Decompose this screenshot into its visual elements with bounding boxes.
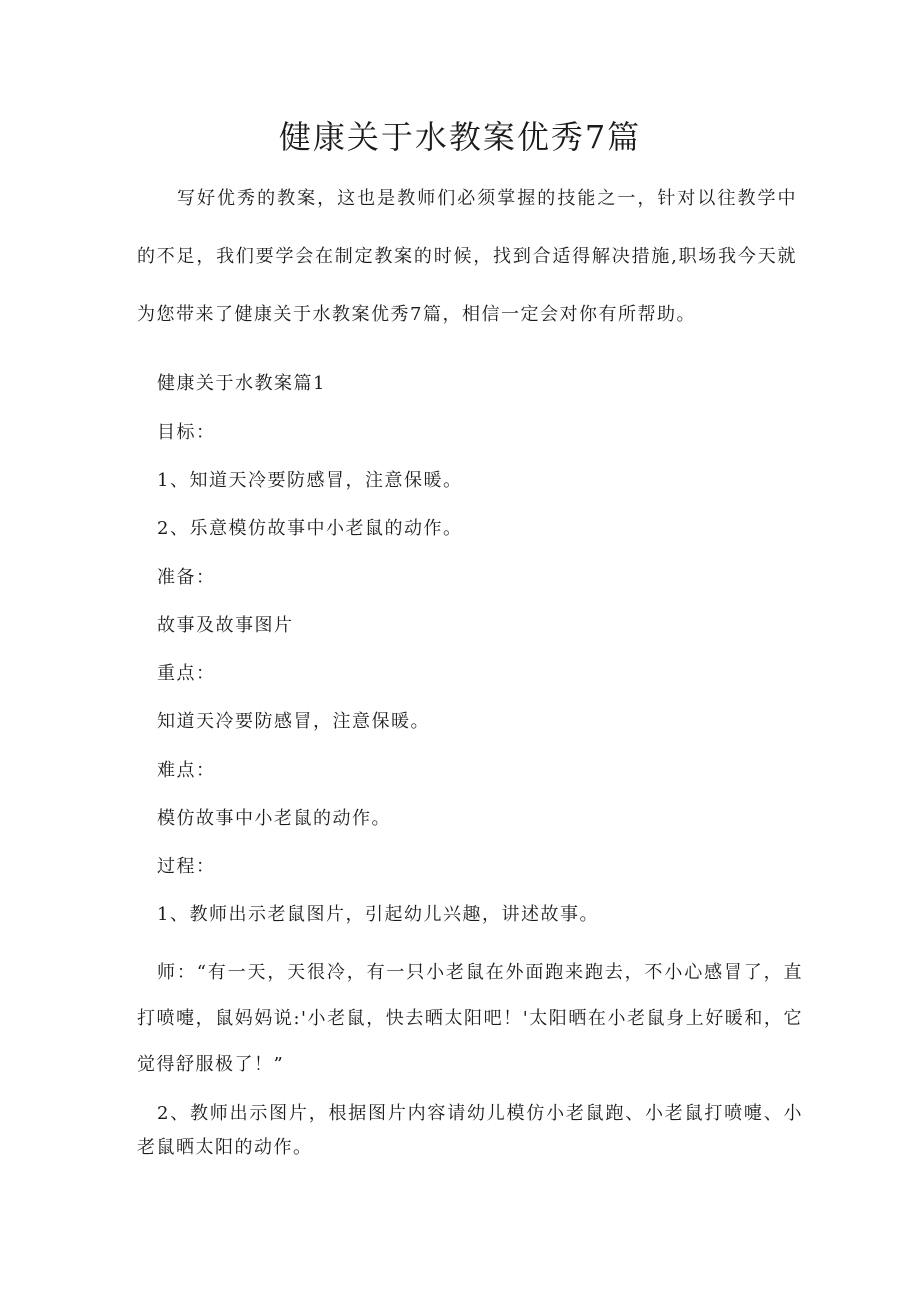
section-heading: 健康关于水教案篇1 xyxy=(157,373,326,394)
difficulty-label: 难点： xyxy=(157,760,216,781)
key-text: 知道天冷要防感冒，注意保暖。 xyxy=(157,711,430,732)
prep-label: 准备： xyxy=(157,567,216,588)
process-step-1: 1、教师出示老鼠图片，引起幼儿兴趣，讲述故事。 xyxy=(157,904,599,925)
goal-item-2: 2、乐意模仿故事中小老鼠的动作。 xyxy=(157,518,463,539)
process-label: 过程： xyxy=(157,856,216,877)
process-step-2: 2、教师出示图片，根据图片内容请幼儿模仿小老鼠跑、小老鼠打喷嚏、小老鼠晒太阳的动作。 xyxy=(137,1103,803,1158)
document-title: 健康关于水教案优秀7篇 xyxy=(278,118,642,156)
story-paragraph: 师：“有一天，天很冷，有一只小老鼠在外面跑来跑去，不小心感冒了，直打喷嚏，鼠妈妈说:'小老鼠，快去晒太阳吧！'太阳晒在小老鼠身上好暖和，它觉得舒服极了！” xyxy=(137,962,803,1075)
key-label: 重点： xyxy=(157,663,216,684)
goal-label: 目标： xyxy=(157,422,216,443)
intro-paragraph: 写好优秀的教案，这也是教师们必须掌握的技能之一，针对以往教学中的不足，我们要学会在制定教案的时候，找到合适得解决措施,职场我今天就为您带来了健康关于水教案优秀7篇，相信一定会对你有所帮助。 xyxy=(137,188,797,325)
difficulty-text: 模仿故事中小老鼠的动作。 xyxy=(157,808,391,829)
goal-item-1: 1、知道天冷要防感冒，注意保暖。 xyxy=(157,470,463,491)
prep-text: 故事及故事图片 xyxy=(157,615,294,636)
